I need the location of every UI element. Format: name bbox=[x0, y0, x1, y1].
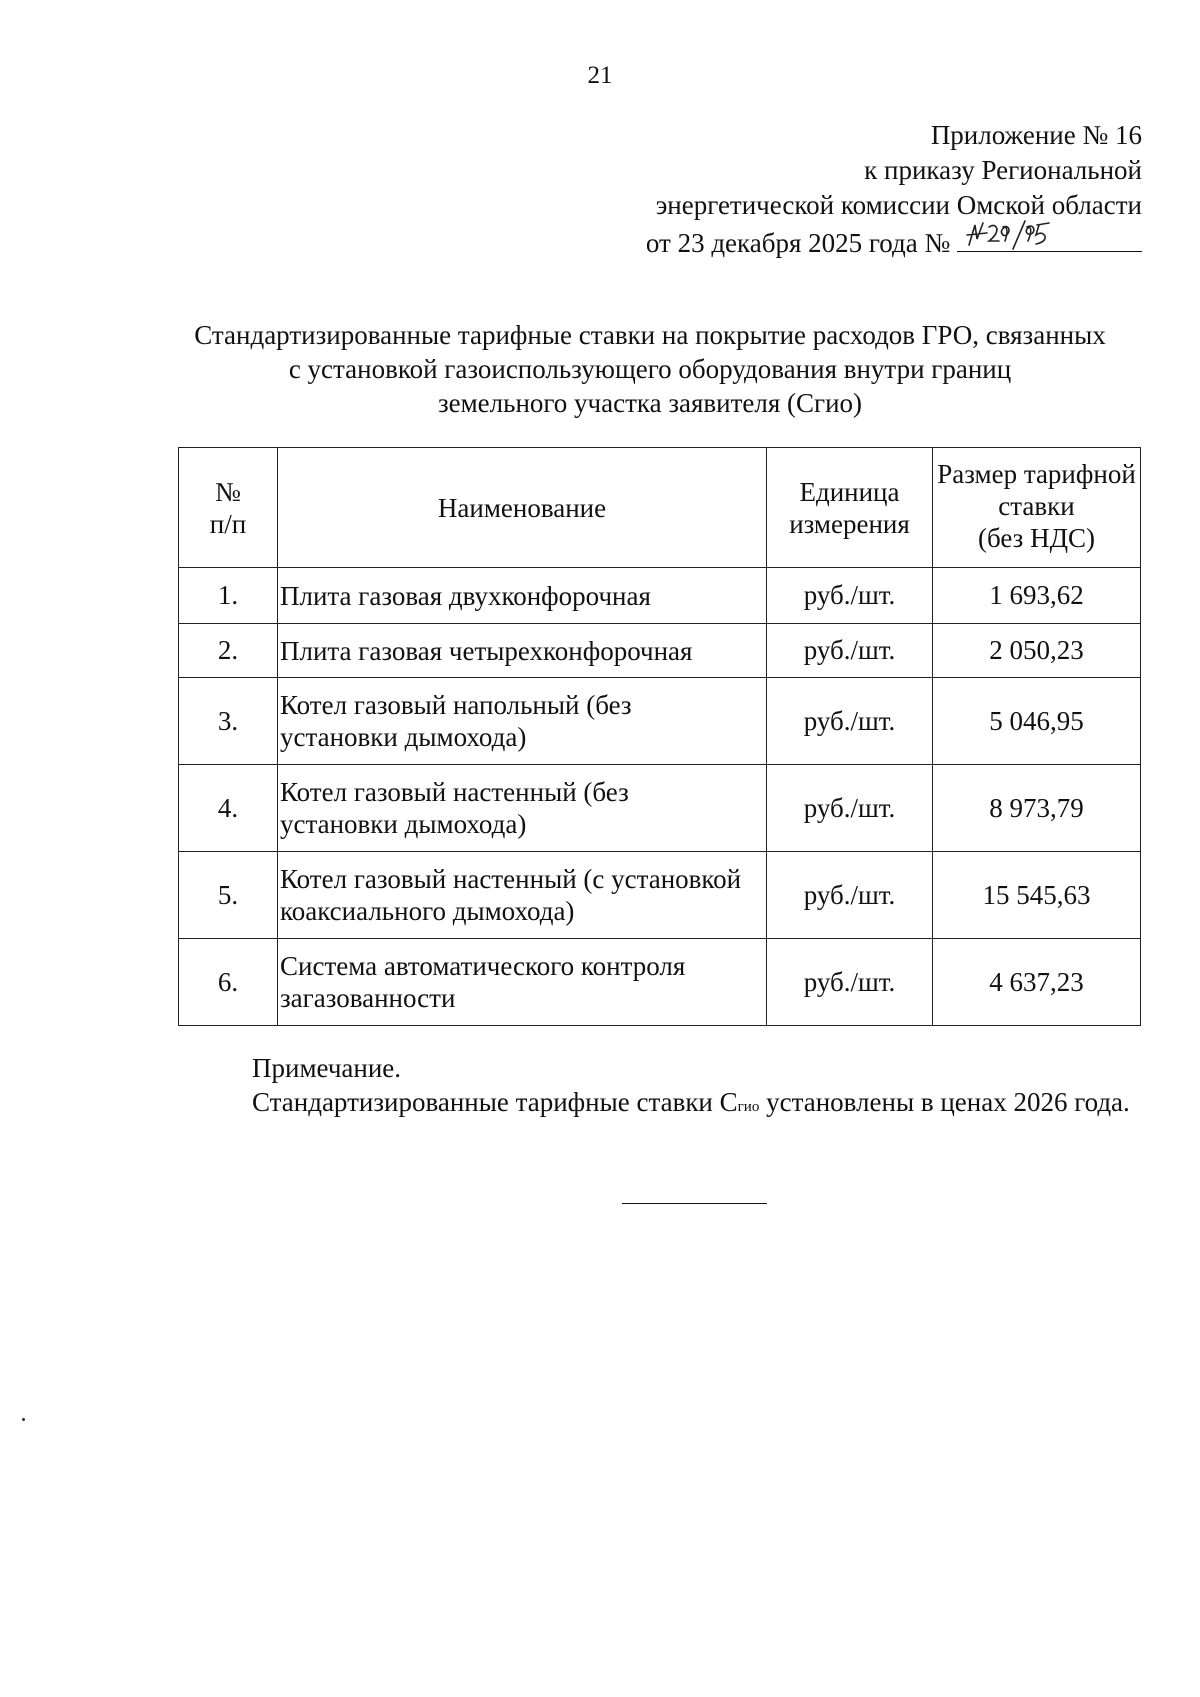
table-row bbox=[179, 852, 1141, 939]
appendix-date-line bbox=[646, 223, 1142, 261]
row-unit: руб./шт. bbox=[767, 568, 933, 624]
row-name: Котел газовый настенный (без установки дымохода) bbox=[278, 765, 767, 852]
handwritten-number-signature bbox=[963, 219, 1063, 253]
row-num: 5. bbox=[179, 852, 278, 939]
title-line-1: Стандартизированные тарифные ставки на покрытие расходов ГРО, связанных bbox=[194, 320, 1106, 350]
header-unit: Единица измерения bbox=[767, 448, 933, 568]
table-header-row bbox=[179, 448, 1141, 568]
header-name: Наименование bbox=[278, 448, 767, 568]
tariff-table-wrapper bbox=[178, 447, 1141, 1026]
title-line-3: земельного участка заявителя (Сгио) bbox=[437, 388, 863, 418]
row-unit: руб./шт. bbox=[767, 939, 933, 1026]
row-rate: 4 637,23 bbox=[933, 939, 1141, 1026]
title-line-2: с установкой газоиспользующего оборудования внутри границ bbox=[288, 354, 1012, 384]
table-row bbox=[179, 624, 1141, 678]
scan-speck bbox=[22, 1418, 25, 1421]
row-unit: руб./шт. bbox=[767, 765, 933, 852]
handwritten-order-number bbox=[957, 223, 1142, 252]
row-num: 4. bbox=[179, 765, 278, 852]
header-rate: Размер тарифной ставки (без НДС) bbox=[933, 448, 1141, 568]
note-block bbox=[178, 1051, 1140, 1124]
document-title bbox=[160, 318, 1140, 420]
page-number: 21 bbox=[587, 62, 613, 89]
appendix-block bbox=[646, 118, 1142, 261]
row-rate: 1 693,62 bbox=[933, 568, 1141, 624]
table-row bbox=[179, 678, 1141, 765]
appendix-order-ref: к приказу Региональной bbox=[864, 155, 1142, 185]
note-text: Стандартизированные тарифные ставки Сгио установлены в ценах 2026 года. bbox=[252, 1087, 1130, 1117]
row-name: Плита газовая четырехконфорочная bbox=[278, 624, 767, 678]
row-num: 3. bbox=[179, 678, 278, 765]
row-num: 2. bbox=[179, 624, 278, 678]
row-unit: руб./шт. bbox=[767, 678, 933, 765]
table-row bbox=[179, 939, 1141, 1026]
row-rate: 15 545,63 bbox=[933, 852, 1141, 939]
tariff-table bbox=[178, 447, 1141, 1026]
row-rate: 2 050,23 bbox=[933, 624, 1141, 678]
appendix-title: Приложение № 16 bbox=[930, 120, 1142, 150]
table-row bbox=[179, 765, 1141, 852]
end-divider bbox=[622, 1203, 767, 1204]
table-row bbox=[179, 568, 1141, 624]
row-rate: 5 046,95 bbox=[933, 678, 1141, 765]
appendix-date: от 23 декабря 2025 года № bbox=[645, 228, 951, 258]
row-num: 6. bbox=[179, 939, 278, 1026]
row-unit: руб./шт. bbox=[767, 852, 933, 939]
header-num: № п/п bbox=[179, 448, 278, 568]
note-heading: Примечание. bbox=[252, 1053, 402, 1083]
row-name: Котел газовый настенный (с установкой коаксиального дымохода) bbox=[278, 852, 767, 939]
row-name: Плита газовая двухконфорочная bbox=[278, 568, 767, 624]
appendix-commission: энергетической комиссии Омской области bbox=[655, 190, 1142, 220]
row-name: Котел газовый напольный (без установки дымохода) bbox=[278, 678, 767, 765]
row-unit: руб./шт. bbox=[767, 624, 933, 678]
note-subscript: гио bbox=[737, 1099, 760, 1115]
row-name: Система автоматического контроля загазованности bbox=[278, 939, 767, 1026]
row-rate: 8 973,79 bbox=[933, 765, 1141, 852]
row-num: 1. bbox=[179, 568, 278, 624]
